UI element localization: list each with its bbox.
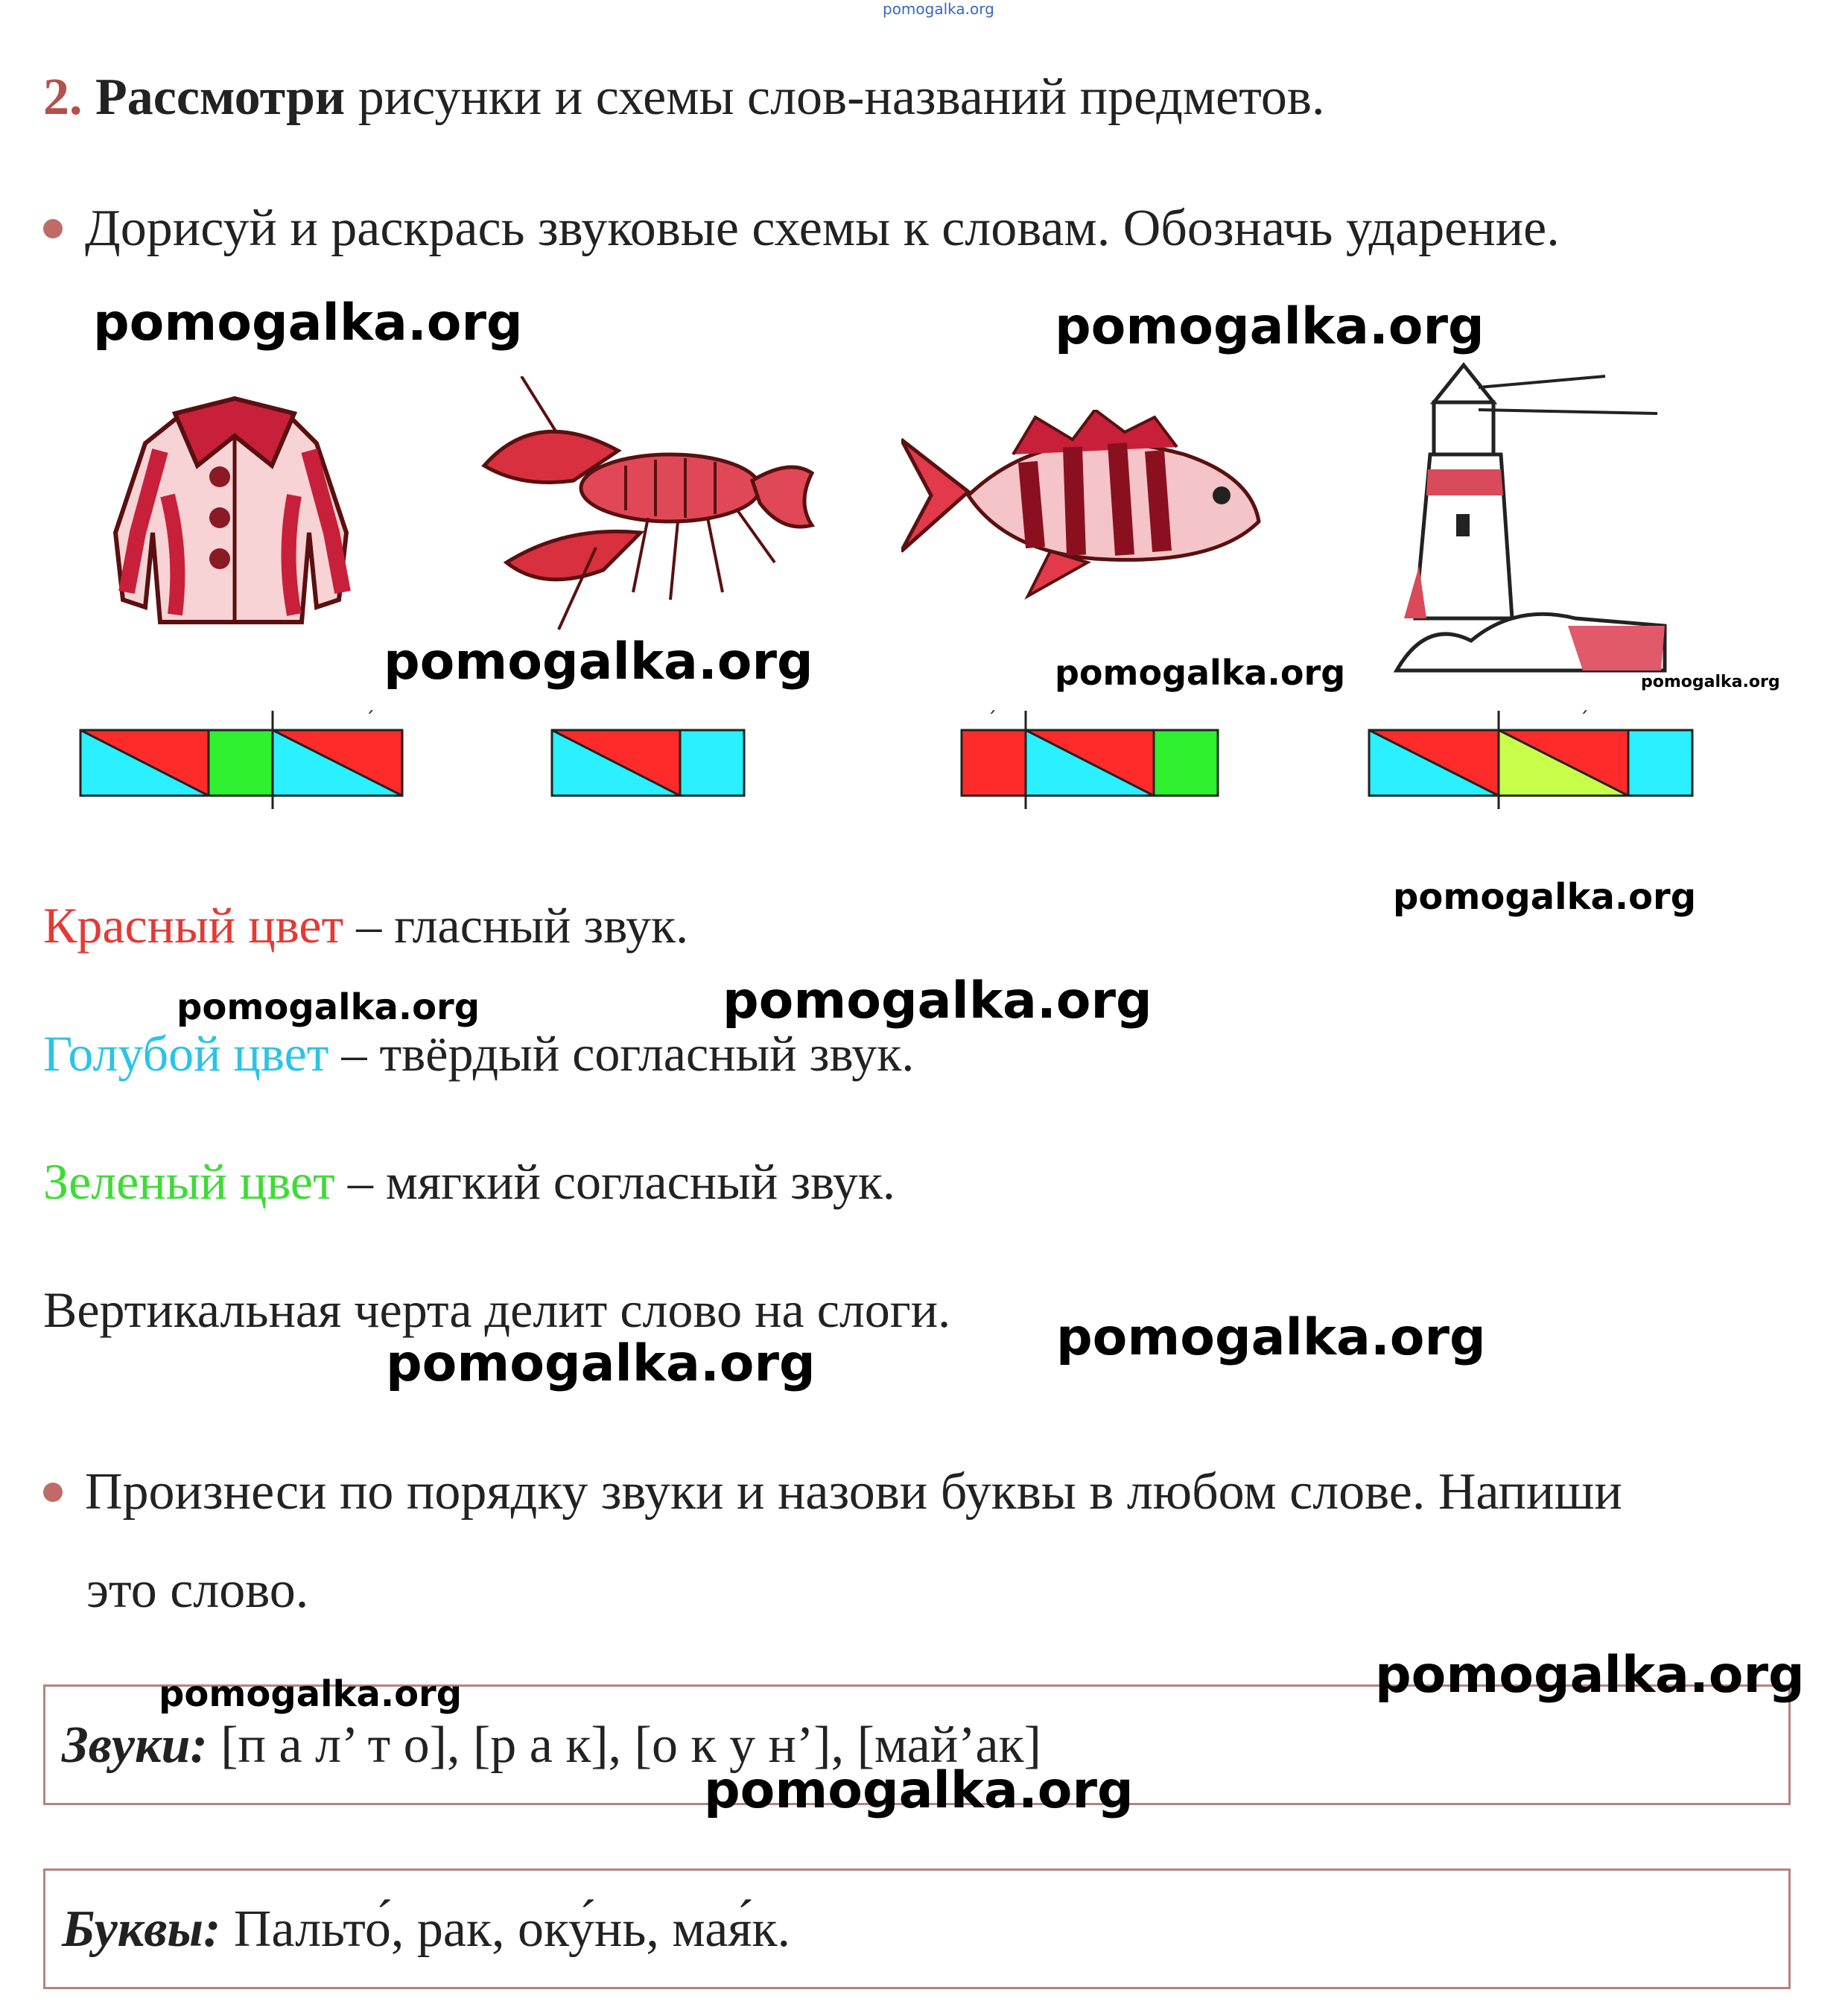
legend-red-label: Красный цвет xyxy=(43,897,344,954)
bullet-icon xyxy=(43,1483,63,1502)
legend-blue-label: Голубой цвет xyxy=(43,1025,329,1082)
letters-value: Пальто́, рак, оку́нь, мая́к. xyxy=(220,1901,790,1958)
task-verb: Рассмотри xyxy=(95,69,346,126)
legend-red xyxy=(43,897,689,954)
watermark: pomogalka.org xyxy=(1055,653,1346,693)
letters-answer-box xyxy=(43,1868,1791,1989)
instruction-2-text: Произнеси по порядку звуки и назови буквы в любом слове. Напиши xyxy=(85,1463,1622,1521)
instruction-1-text: Дорисуй и раскрась звуковые схемы к словам. Обозначь ударение. xyxy=(85,200,1560,257)
watermark: pomogalka.org xyxy=(704,1761,1134,1820)
watermark: pomogalka.org xyxy=(1056,1308,1486,1367)
letters-answer xyxy=(62,1903,790,1956)
stress-mark: ´ xyxy=(365,708,375,731)
lighthouse-icon xyxy=(1382,320,1672,678)
letters-label: Буквы: xyxy=(62,1901,221,1958)
watermark: pomogalka.org xyxy=(1393,876,1697,918)
watermark: pomogalka.org xyxy=(386,1334,816,1393)
scheme-palto xyxy=(74,708,410,812)
header-watermark: pomogalka.org xyxy=(883,0,994,18)
watermark: pomogalka.org xyxy=(384,633,813,691)
fish-icon xyxy=(901,410,1266,603)
sounds-value: [п а л’ т о], [р а к], [о к у н’], [май’ак] xyxy=(207,1716,1041,1774)
watermark: pomogalka.org xyxy=(177,986,480,1028)
task-text: рисунки и схемы слов-названий предметов. xyxy=(345,69,1325,126)
instruction-1 xyxy=(43,200,1560,257)
legend-blue-text: – твёрдый согласный звук. xyxy=(328,1025,915,1082)
scheme-mayak xyxy=(1363,708,1698,812)
legend-green-text: – мягкий согласный звук. xyxy=(334,1153,895,1210)
watermark: pomogalka.org xyxy=(1055,297,1485,356)
stress-mark: ´ xyxy=(1579,708,1589,731)
watermark: pomogalka.org xyxy=(1375,1646,1805,1705)
watermark: pomogalka.org xyxy=(159,1673,463,1715)
task-number: 2. xyxy=(43,69,83,126)
legend-green xyxy=(43,1153,895,1210)
scheme-rak xyxy=(547,708,749,812)
bullet-icon xyxy=(43,219,63,238)
watermark: pomogalka.org xyxy=(723,971,1152,1030)
legend-red-text: – гласный звук. xyxy=(343,897,689,954)
instruction-2-continued: это слово. xyxy=(86,1562,309,1619)
sounds-label: Звуки: xyxy=(62,1716,208,1774)
crayfish-icon xyxy=(477,376,827,637)
stress-mark: ´ xyxy=(987,708,997,731)
legend-green-label: Зеленый цвет xyxy=(43,1153,335,1210)
watermark: pomogalka.org xyxy=(93,294,523,352)
coat-icon xyxy=(93,384,376,637)
watermark: pomogalka.org xyxy=(1641,673,1780,691)
instruction-2 xyxy=(43,1463,1622,1521)
legend-blue xyxy=(43,1025,915,1082)
scheme-okun xyxy=(957,708,1225,812)
task-heading xyxy=(43,69,1325,126)
legend-syllables: Вертикальная черта делит слово на слоги. xyxy=(43,1281,951,1338)
